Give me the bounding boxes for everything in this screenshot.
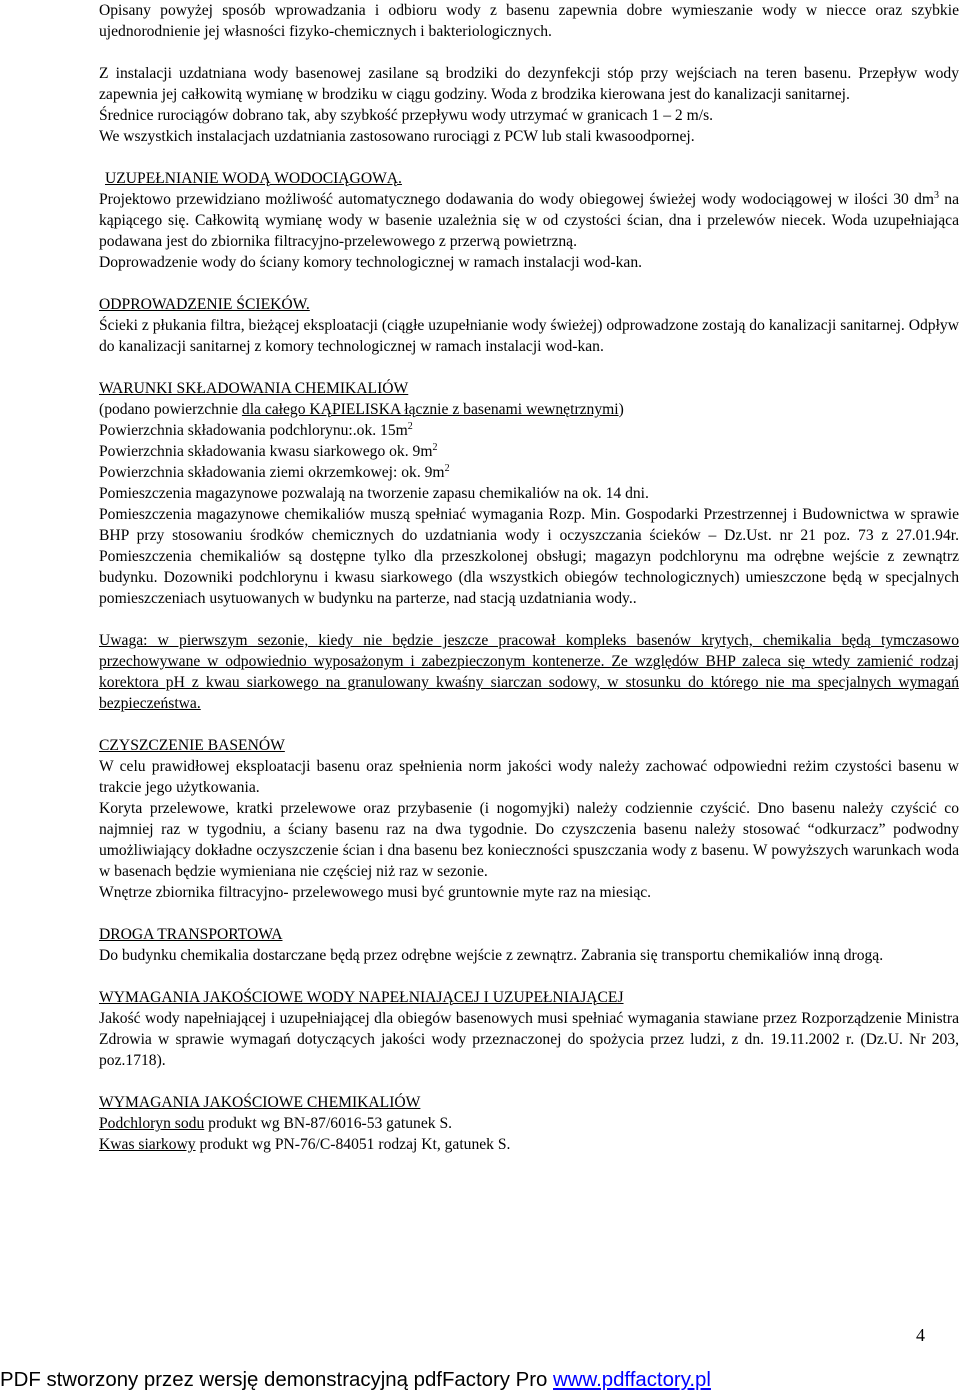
paragraph-foot-baths: Z instalacji uzdatniana wody basenowej zasilane są brodziki do dezynfekcji stóp przy wejściach na teren basenu. Przepływ wody zapewnia jej całkowitą wymianę w brodziku w ciągu godziny. Woda z brodzika kierowana jest do kanalizacji sanitarnej. [99, 65, 959, 103]
heading-water-supply: UZUPEŁNIANIE WODĄ WODOCIĄGOWĄ. [105, 170, 402, 187]
paragraph-water-supply: Projektowo przewidziano możliwość automatycznego dodawania do wody obiegowej świeżej wody wodociągowej w ilości 30 $dm^3$ na kąpiącego się. Całkowitą wymianę wody w basenie uzależnia się w od czystości ścian, dna i przelewów niecek. Woda uzupełniająca podawana jest do zbiornika filtracyjno-przelewowego z przerwą powietrzną. [99, 190, 959, 250]
paragraph-water-connection: Doprowadzenie wody do ściany komory technologicznej w ramach instalacji wod-kan. [99, 254, 643, 271]
heading-water-quality: WYMAGANIA JAKOŚCIOWE WODY NAPEŁNIAJĄCEJ I UZUPEŁNIAJĄCEJ [99, 989, 624, 1006]
storage-hypochlorite-area: Powierzchnia składowania podchlorynu:.ok. $15m^2$ [99, 421, 413, 439]
storage-diatomite-area: Powierzchnia składowania ziemi okrzemkowej: ok. $9m^2$ [99, 463, 450, 481]
storage-note: (podano powierzchnie dla całego KĄPIELISKA łącznie z basenami wewnętrznymi) [99, 401, 624, 418]
paragraph-water-quality: Jakość wody napełniającej i uzupełniającej dla obiegów basenowych musi spełniać wymagania stawiane przez Rozporządzenie Ministra Zdrowia w sprawie wymagań dotyczących jakości wody przeznaczonej do spożycia przez ludzi, z dn. 19.11.2002 r. (Dz.U. Nr 203, poz.1718). [99, 1010, 959, 1069]
chemical-hypochlorite: Podchloryn sodu produkt wg BN-87/6016-53 gatunek S. [99, 1115, 453, 1132]
heading-sewage: ODPROWADZENIE ŚCIEKÓW. [99, 296, 310, 313]
paragraph-pipe-materials: We wszystkich instalacjach uzdatniania zastosowano rurociągi z PCW lub stali kwasoodpornej. [99, 128, 695, 145]
paragraph-cleaning-1: W celu prawidłowej eksploatacji basenu oraz spełnienia norm jakości wody należy zachować odpowiedni reżim czystości basenu w trakcie jego użytkowania. [99, 758, 959, 796]
footer-link[interactable]: www.pdffactory.pl [553, 1369, 711, 1391]
paragraph-warning: Uwaga: w pierwszym sezonie, kiedy nie będzie jeszcze pracował kompleks basenów krytych, chemikalia będą tymczasowo przechowywane w odpowiednio wyposażonym i zabezpieczonym kontenerze. Ze względów BHP zaleca się wtedy zamienić rodzaj korektora pH z kwau siarkowego na granulowany kwaśny siarczan sodowy, w stosunku do którego nie ma specjalnych wymagań bezpieczeństwa. [99, 632, 959, 712]
paragraph-pipe-diameters: Średnice rurociągów dobrano tak, aby szybkość przepływu wody utrzymać w granicach 1 – 2 m/s. [99, 107, 714, 124]
paragraph-sewage: Ścieki z płukania filtra, bieżącej eksploatacji (ciągłe uzupełnianie wody świeżej) odprowadzone zostają do kanalizacji sanitarnej. Odpływ do kanalizacji sanitarnej z komory technologicznej w ramach instalacji wod-kan. [99, 317, 959, 355]
paragraph-cleaning-3: Wnętrze zbiornika filtracyjno- przelewowego musi być gruntownie myte raz na miesiąc. [99, 884, 652, 901]
heading-chemical-storage: WARUNKI SKŁADOWANIA CHEMIKALIÓW [99, 380, 409, 397]
page-number: 4 [916, 1325, 925, 1345]
heading-chemical-quality: WYMAGANIA JAKOŚCIOWE CHEMIKALIÓW [99, 1094, 421, 1111]
footer-text: PDF stworzony przez wersję demonstracyjną pdfFactory Pro [0, 1369, 554, 1391]
paragraph-transport-route: Do budynku chemikalia dostarczane będą przez odrębne wejście z zewnątrz. Zabrania się transportu chemikaliów inną drogą. [99, 947, 884, 964]
heading-pool-cleaning: CZYSZCZENIE BASENÓW [99, 737, 285, 754]
storage-acid-area: Powierzchnia składowania kwasu siarkowego ok. $9m^2$ [99, 442, 438, 460]
paragraph-mixing: Opisany powyżej sposób wprowadzania i odbioru wody z basenu zapewnia dobre wymieszanie wody w niecce oraz szybkie ujednorodnienie jej własności fizyko-chemicznych i bakteriologicznych. [99, 2, 959, 40]
paragraph-cleaning-2: Koryta przelewowe, kratki przelewowe oraz przybasenie (i nogomyjki) należy codziennie czyścić. Dno basenu należy czyścić co najmniej raz w tygodniu, a ściany basenu raz na dwa tygodnie. Do czyszczenia basenu należy stosować “odkurzacz” podwodny umożliwiający dokładne oczyszczenie ścian i dna basenu bez konieczności spuszczania wody z basenu. W powyższych warunkach woda w basenach będzie wymieniana nie częściej niż raz w sezonie. [99, 800, 959, 880]
heading-transport-route: DROGA TRANSPORTOWA [99, 926, 283, 943]
storage-requirements: Pomieszczenia magazynowe chemikaliów muszą spełniać wymagania Rozp. Min. Gospodarki Przestrzennej i Budownictwa w sprawie BHP przy stosowaniu środków chemicznych do uzdatniania wody i oczyszczania ścieków – Dz.Ust. nr 21 poz. 73 z 27.01.94r. Pomieszczenia chemikaliów są dostępne tylko dla przeszkolonej obsługi; magazyn podchlorynu ma odrębne wejście z zewnątrz budynku. Dozowniki podchlorynu i kwasu siarkowego (dla wszystkich obiegów technologicznych) umieszczone będą w specjalnych pomieszczeniach usytuowanych w budynku na parterze, nad stacją uzdatniania wody.. [99, 506, 959, 607]
chemical-sulfuric-acid: Kwas siarkowy produkt wg PN-76/C-84051 rodzaj Kt, gatunek S. [99, 1136, 511, 1153]
pdf-footer [0, 1369, 960, 1392]
storage-stock-days: Pomieszczenia magazynowe pozwalają na tworzenie zapasu chemikaliów na ok. 14 dni. [99, 485, 649, 502]
document-body [99, 0, 959, 1155]
